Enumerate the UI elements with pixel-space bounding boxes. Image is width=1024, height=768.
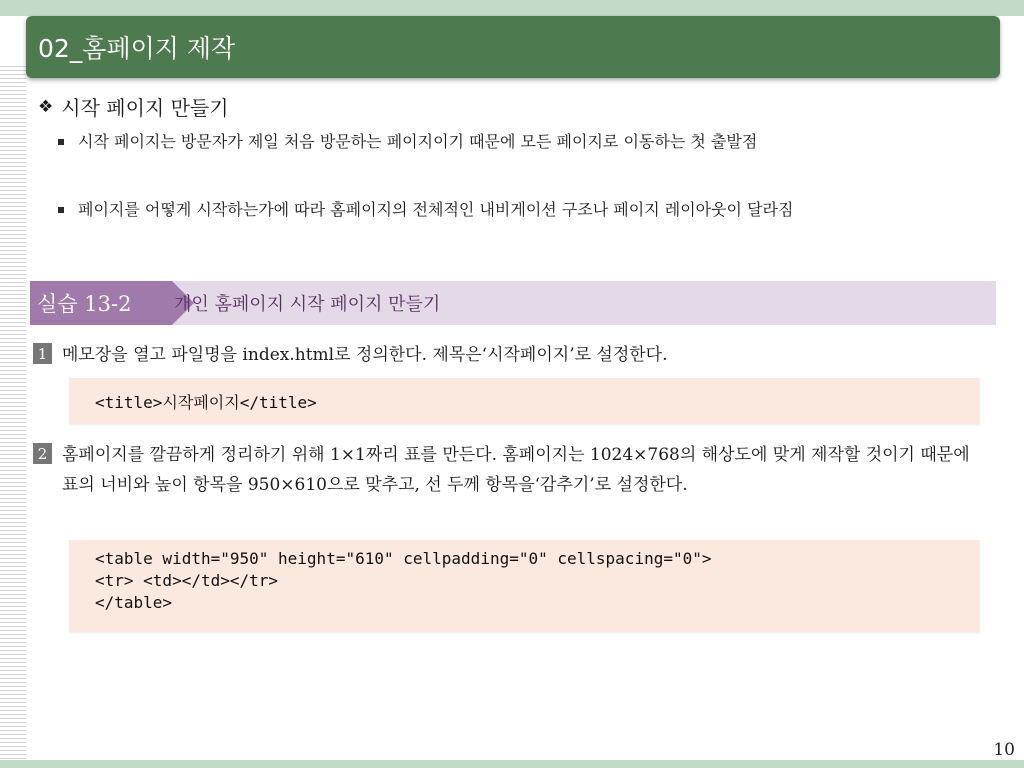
- bullet-point: [58, 196, 938, 223]
- code-line: <table width="950" height="610" cellpadding="0" cellspacing="0">: [95, 549, 712, 568]
- step-text: 메모장을 열고 파일명을 index.html로 정의한다. 제목은‘시작페이지’로 설정한다.: [62, 345, 668, 365]
- step-text: 홈페이지를 깔끔하게 정리하기 위해 1×1짜리 표를 만든다. 홈페이지는 1024×768의 해상도에 맞게 제작할 것이기 때문에 표의 너비와 높이 항목을 950×610으로 맞추고, 선 두께 항목을‘감추기’로 설정한다.: [62, 445, 970, 495]
- square-bullet-icon: [58, 207, 64, 213]
- left-stripe-decoration: [0, 66, 26, 760]
- section-heading-row: [38, 92, 229, 121]
- slide-title: 02_홈페이지 제작: [38, 34, 236, 63]
- step-number-badge: 2: [33, 443, 52, 464]
- code-line: <title>시작페이지</title>: [95, 393, 317, 412]
- title-bar: [26, 16, 1000, 78]
- section-heading: 시작 페이지 만들기: [61, 96, 229, 120]
- practice-header: [30, 281, 996, 325]
- bullet-point: [58, 128, 958, 155]
- square-bullet-icon: [58, 139, 64, 145]
- code-block: [69, 540, 979, 632]
- practice-tag: 실습 13-2: [30, 281, 172, 325]
- top-decor-band: [0, 0, 1024, 16]
- practice-title: 개인 홈페이지 시작 페이지 만들기: [174, 294, 441, 315]
- code-line: <tr> <td></td></tr>: [95, 571, 279, 590]
- step-number-badge: 1: [33, 343, 52, 364]
- code-block: [69, 378, 979, 424]
- bullet-text: 페이지를 어떻게 시작하는가에 따라 홈페이지의 전체적인 내비게이션 구조나 페이지 레이아웃이 달라짐: [78, 200, 794, 219]
- diamond-bullet-icon: ❖: [38, 96, 54, 117]
- bullet-text: 시작 페이지는 방문자가 제일 처음 방문하는 페이지이기 때문에 모든 페이지로 이동하는 첫 출발점: [78, 132, 758, 151]
- page-number: 10: [993, 740, 1015, 760]
- code-line: </table>: [95, 593, 173, 612]
- bottom-decor-band: [0, 760, 1024, 768]
